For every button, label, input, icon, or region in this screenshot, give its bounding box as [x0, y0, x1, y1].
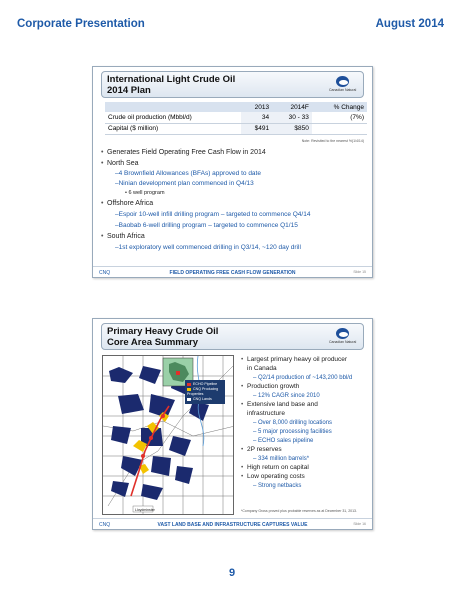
bullet: • 2P reserves [247, 446, 282, 455]
bullet: • Offshore Africa [107, 199, 153, 208]
bullet: • North Sea [107, 159, 139, 168]
sub-bullet: – 334 million barrels* [253, 456, 310, 462]
core-area-map [102, 355, 234, 515]
slide-footer: CNQ VAST LAND BASE AND INFRASTRUCTURE CAPTURES VALUE Slide 16 [93, 518, 372, 529]
map-legend [185, 380, 225, 404]
table-row: Crude oil production (Mbbl/d) 34 30 - 33 (7%) [105, 112, 367, 123]
sub-bullet: – 5 major processing facilities [253, 429, 332, 435]
slide-title: International Light Crude Oil 2014 Plan [107, 74, 236, 96]
sub-bullet: – ECHO sales pipeline [253, 438, 314, 444]
sub-bullet: –Ninian development plan commenced in Q4/13 [115, 180, 254, 187]
company-logo: Canadian Natural [329, 76, 357, 94]
slide-footer: CNQ FIELD OPERATING FREE CASH FLOW GENERATION Slide 15 [93, 266, 372, 277]
slide-international-light-crude [92, 66, 373, 278]
legend-item: CNQ Lands [187, 397, 223, 402]
document-title: Corporate Presentation [17, 18, 145, 30]
page-number: 9 [228, 567, 236, 579]
document-date: August 2014 [375, 18, 444, 30]
bullet: • High return on capital [247, 464, 309, 473]
map-label-lloydminster: Lloydminster [135, 508, 155, 512]
slide-title-bar [101, 323, 364, 350]
slide-primary-heavy-crude [92, 318, 373, 530]
slide-title-bar [101, 71, 364, 98]
sub-bullet: –Espoir 10-well infill drilling program – targeted to commence Q4/14 [115, 211, 311, 218]
sub-bullet: –Baobab 6-well drilling program – targeted to commence Q1/15 [115, 222, 298, 229]
bullet: • Low operating costs [247, 473, 305, 482]
plan-table [105, 102, 367, 135]
footnote: *Company Gross proved plus probable reserves as at December 31, 2013. [241, 509, 357, 513]
sub-sub-bullet: • 6 well program [125, 190, 165, 196]
bullet-continuation: infrastructure [247, 410, 285, 417]
table-note: Note: Revisited to the nearest %(1/4/14) [301, 139, 364, 143]
table-row: Capital ($ million) $491 $850 [105, 123, 367, 134]
sub-bullet: –4 Brownfield Allowances (BFAs) approved to date [115, 170, 261, 177]
sub-bullet: –1st exploratory well commenced drilling in Q3/14, ~120 day drill [115, 244, 301, 251]
sub-bullet: – Over 8,000 drilling locations [253, 420, 333, 426]
slide-title: Primary Heavy Crude Oil Core Area Summary [107, 326, 219, 348]
legend-item: CNQ Producing Properties [187, 387, 219, 396]
bullet-continuation: in Canada [247, 365, 277, 372]
company-logo: Canadian Natural [329, 328, 357, 346]
bullet: • Production growth [247, 383, 299, 392]
bullet: • Extensive land base and [247, 401, 318, 410]
bullet: • Largest primary heavy oil producer [247, 356, 347, 365]
sub-bullet: – Strong netbacks [253, 483, 302, 489]
sub-bullet: – 12% CAGR since 2010 [253, 393, 320, 399]
table-header-row: 2013 2014F % Change [105, 102, 367, 112]
bullet: • South Africa [107, 232, 145, 241]
legend-item: ECHO Pipeline [187, 382, 223, 387]
sub-bullet: – Q2/14 production of ~143,200 bbl/d [253, 375, 353, 381]
bullet: • Generates Field Operating Free Cash Flow in 2014 [107, 148, 266, 157]
